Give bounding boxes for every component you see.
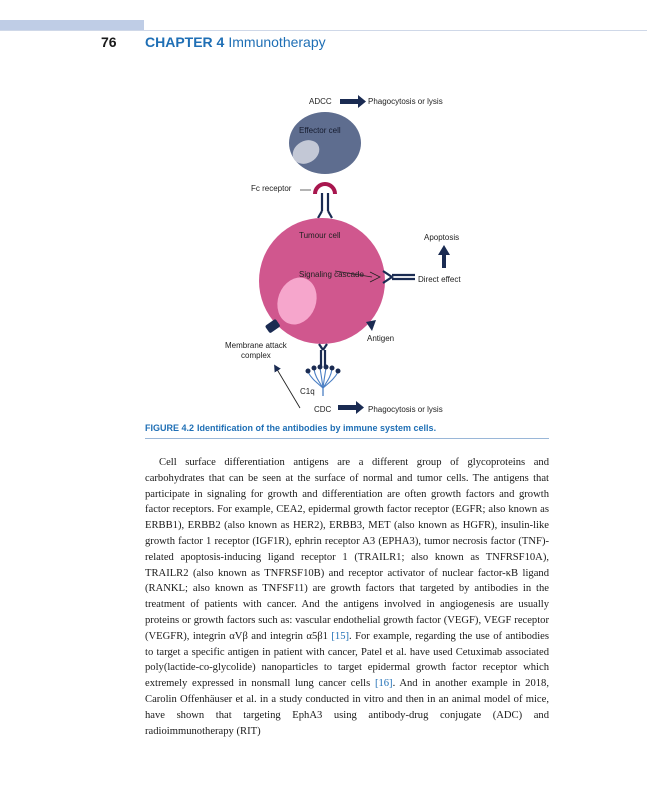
label-fc-receptor: Fc receptor bbox=[251, 184, 292, 193]
running-header bbox=[145, 34, 326, 50]
label-cdc: CDC bbox=[314, 405, 332, 414]
fc-receptor bbox=[300, 184, 335, 194]
body-paragraph bbox=[145, 455, 549, 739]
page-number: 76 bbox=[101, 34, 117, 50]
label-membrane-attack: Membrane attack bbox=[225, 341, 287, 350]
label-tumour-cell: Tumour cell bbox=[299, 231, 341, 240]
apoptosis-arrow bbox=[438, 245, 450, 268]
figure-diagram bbox=[220, 88, 480, 418]
caption-number: FIGURE 4.2 bbox=[145, 423, 195, 433]
reference-link-15[interactable]: [15] bbox=[331, 630, 350, 642]
label-c1q: C1q bbox=[300, 387, 315, 396]
label-phagocytosis-bottom: Phagocytosis or lysis bbox=[368, 405, 443, 414]
header-rule bbox=[0, 30, 647, 31]
label-signaling-cascade: Signaling cascade bbox=[299, 270, 364, 279]
chapter-title: Immunotherapy bbox=[228, 34, 326, 50]
adcc-arrow bbox=[340, 95, 366, 108]
diagram-graphics bbox=[220, 88, 480, 418]
cdc-arrow bbox=[338, 401, 364, 414]
body-seg-2: . For example, regarding the use of antibodies to target a specific antigen in patient with cancer, Patel et al. have used Cetuximab associated poly(lactide-co-glycolide) nanoparticles to target epidermal growth factor receptor which extremely expressed in nonsmall lung cancer cells bbox=[145, 630, 549, 690]
label-apoptosis: Apoptosis bbox=[424, 233, 460, 242]
reference-link-16[interactable]: [16] bbox=[374, 678, 393, 690]
body-seg-3: . And in another example in 2018, Carolin Offenhäuser et al. in a study conducted in vitro and then in an animal model of mice, have shown that targeting EphA3 using antibody-drug conjugate (ADC) and radioimmunotherapy (RIT) bbox=[145, 678, 550, 737]
header-accent-bar bbox=[0, 20, 144, 30]
label-effector-cell: Effector cell bbox=[299, 126, 341, 135]
bottom-antibody bbox=[319, 344, 327, 366]
body-text bbox=[145, 455, 549, 739]
mac-pointer-line bbox=[275, 366, 300, 408]
label-complex: complex bbox=[241, 351, 271, 360]
chapter-label: CHAPTER 4 bbox=[145, 34, 225, 50]
label-direct-effect: Direct effect bbox=[418, 275, 461, 284]
label-phagocytosis-top: Phagocytosis or lysis bbox=[368, 97, 443, 106]
caption-text: Identification of the antibodies by immune system cells. bbox=[197, 423, 437, 433]
label-adcc: ADCC bbox=[309, 97, 332, 106]
figure-caption bbox=[145, 423, 549, 439]
right-antibody bbox=[383, 271, 415, 283]
label-antigen: Antigen bbox=[367, 334, 395, 343]
body-seg-1: Cell surface differentiation antigens are a different group of glycoproteins and carbohydrates that can be seen at the surface of normal and tumor cells. The antigens that participate in signaling for growth and differentiation are often growth factors and growth factor receptors. For example, CEA2, epidermal growth factor receptor (EGFR; also known as ERBB1), ERBB2 (also known as HER2), ERBB3, MET (also known as HGFR), insulin-like growth factor 1 receptor (IGF1R), ephrin receptor A3 (EPHA3), tumor necrosis factor (TNF)-related apoptosis-inducing ligand receptor 1 (TRAILR1; also known as TNFRSF10A), TRAILR2 (also known as TNFRSF10B) and receptor activator of nuclear factor-κB ligand (RANKL; also known as TNFSF11) are growth factors that targeted by antibodies in the treatment of patients with cancer. And the antigens involved in angiogenesis are usually proteins or growth factors such as: vascular endothelial growth factor (VEGF), VEGF receptor (VEGFR), integrin αVβ and integrin α5β1 bbox=[145, 457, 549, 642]
top-antibody bbox=[318, 193, 332, 218]
